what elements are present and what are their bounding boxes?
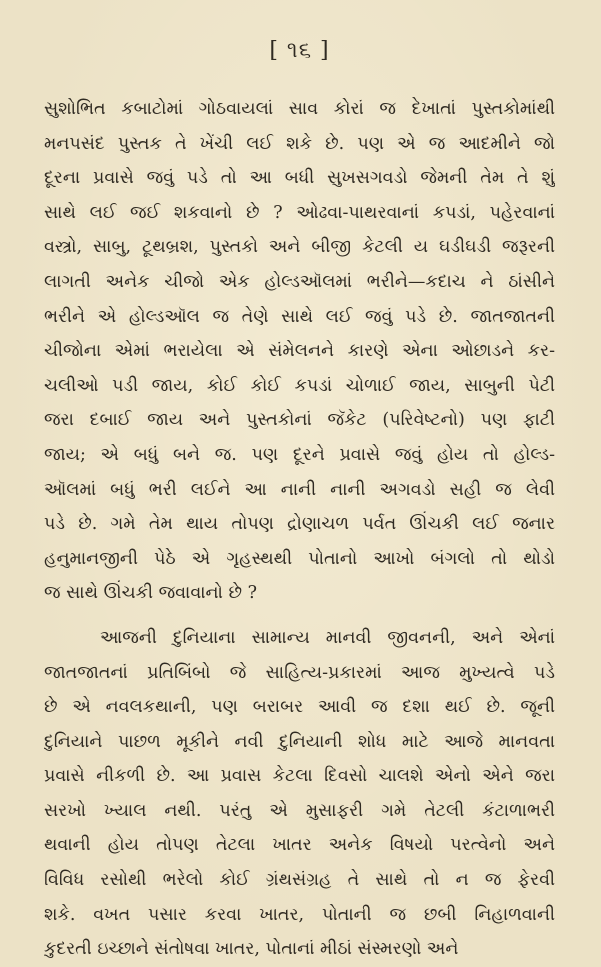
text-line: હનુમાનજીની પેઠે એ ગૃહસ્થથી પોતાનો આખો બંગલો તો થોડો bbox=[44, 548, 555, 569]
text-line: આજની દુનિયાના સામાન્ય માનવી જીવનની, અને એનાં bbox=[100, 627, 555, 648]
text-line: મનપસંદ પુસ્તક તે ખેંચી લઈ શકે છે. પણ એ જ આદમીને જો bbox=[44, 133, 555, 154]
text-line: થવાની હોય તોપણ તેટલા ખાતર અનેક વિષયો પરત્વેનો અને bbox=[44, 835, 555, 856]
text-line: ઑલમાં બધું ભરી લઈને આ નાની નાની અગવડો સહી જ લેવી bbox=[44, 479, 555, 500]
paragraph bbox=[44, 92, 555, 611]
text-line: કુદરતી ઇચ્છાને સંતોષવા ખાતર, પોતાનાં મીઠાં સંસ્મરણો અને bbox=[44, 939, 459, 960]
text-line: દૂરના પ્રવાસે જવું પડે તો આ બધી સુખસગવડો જેમની તેમ તે શું bbox=[44, 168, 555, 189]
body-text bbox=[44, 92, 555, 967]
text-line: જ સાથે ઊંચકી જવાવાનો છે ? bbox=[44, 583, 257, 604]
text-line: ભરીને એ હોલ્ડઑલ જ તેણે સાથે લઈ જવું પડે છે. જાતજાતની bbox=[44, 306, 555, 327]
text-line: પડે છે. ગમે તેમ થાય તોપણ દ્રોણાચળ પર્વત ઊંચકી લઈ જનાર bbox=[44, 514, 555, 535]
text-line: ચીજોના એમાં ભરાયેલા એ સંમેલનને કારણે એના ઓછાડને કર- bbox=[44, 341, 555, 362]
text-line: જાતજાતનાં પ્રતિબિંબો જે સાહિત્ય-પ્રકારમાં આજ મુખ્યત્વે પડે bbox=[44, 662, 555, 683]
text-line: સાથે લઈ જઈ શકવાનો છે ? ઓઢવા-પાથરવાનાં કપડાં, પહેરવાનાં bbox=[44, 202, 555, 223]
text-line: વિવિધ રસોથી ભરેલો કોઈ ગ્રંથસંગ્રહ તે સાથે તો ન જ ફેરવી bbox=[44, 870, 555, 891]
text-line: ચલીઓ પડી જાય, કોઈ કોઈ કપડાં ચોળાઈ જાય, સાબુની પેટી bbox=[44, 375, 555, 396]
text-line: જાય; એ બધું બને જ. પણ દૂરને પ્રવાસે જવું હોય તો હોલ્ડ- bbox=[44, 444, 555, 465]
text-line: છે એ નવલકથાની, પણ બરાબર આવી જ દશા થઈ છે. જૂની bbox=[44, 697, 555, 718]
text-line: સુશોભિત કબાટોમાં ગોઠવાયલાં સાવ કોરાં જ દેખાતાં પુસ્તકોમાંથી bbox=[44, 99, 555, 119]
text-line: સરખો ખ્યાલ નથી. પરંતુ એ મુસાફરી ગમે તેટલી કંટાળાભરી bbox=[44, 800, 555, 821]
text-line: શકે. વખત પસાર કરવા ખાતર, પોતાની જ છબી નિહાળવાની bbox=[44, 904, 555, 925]
text-line: વસ્ત્રો, સાબુ, ટૂથબ્રશ, પુસ્તકો અને બીજી કેટલી ય ઘડીઘડી જરૂરની bbox=[44, 237, 555, 258]
text-line: જરા દબાઈ જાય અને પુસ્તકોનાં જૅકેટ (પરિવેષ્ટનો) પણ ફાટી bbox=[44, 410, 555, 431]
text-line: પ્રવાસે નીકળી છે. આ પ્રવાસ કેટલા દિવસો ચાલશે એનો એને જરા bbox=[44, 766, 555, 787]
paragraph bbox=[44, 621, 555, 967]
text-line: લાગતી અનેક ચીજો એક હોલ્ડઑલમાં ભરીને—કદાચ ને ઠાંસીને bbox=[44, 271, 555, 292]
page-number: [ ૧૬ ] bbox=[269, 38, 330, 63]
text-line: દુનિયાને પાછળ મૂકીને નવી દુનિયાની શોધ માટે આજે માનવતા bbox=[44, 731, 555, 752]
